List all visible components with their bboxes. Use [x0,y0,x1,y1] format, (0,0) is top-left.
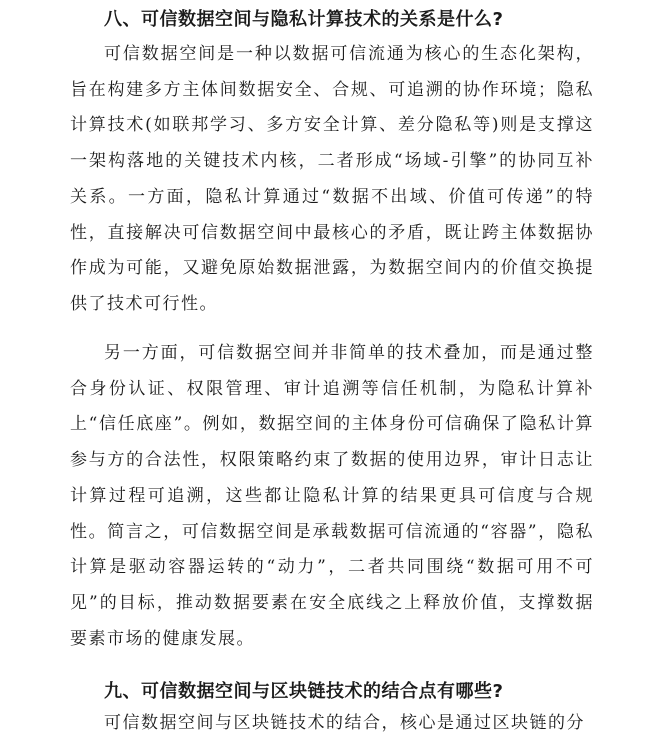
section-9-paragraph-1: 可信数据空间与区块链技术的结合，核心是通过区块链的分 [104,713,585,733]
section-8-paragraph-1: 可信数据空间是一种以数据可信流通为核心的生态化架构，旨在构建多方主体间数据安全、合规、可追溯的协作环境；隐私计算技术(如联邦学习、多方安全计算、差分隐私等)则是支撑这一架构落地的关键技术内核，二者形成“场域-引擎”的协同互补关系。一方面，隐私计算通过“数据不出域、价值可传递”的特性，直接解决可信数据空间中最核心的矛盾，既让跨主体数据协作成为可能，又避免原始数据泄露，为数据空间内的价值交换提供了技术可行性。 [70,44,594,314]
section-9-heading: 九、可信数据空间与区块链技术的结合点有哪些? [104,681,504,702]
section-8-heading: 八、可信数据空间与隐私计算技术的关系是什么? [104,9,504,30]
section-8-paragraph-2: 另一方面，可信数据空间并非简单的技术叠加，而是通过整合身份认证、权限管理、审计追溯等信任机制，为隐私计算补上“信任底座”。例如，数据空间的主体身份可信确保了隐私计算参与方的合法性，权限策略约束了数据的使用边界，审计日志让计算过程可追溯，这些都让隐私计算的结果更具可信度与合规性。简言之，可信数据空间是承载数据可信流通的“容器”，隐私计算是驱动容器运转的“动力”，二者共同围绕“数据可用不可见”的目标，推动数据要素在安全底线之上释放价值，支撑数据要素市场的健康发展。 [70,343,594,649]
